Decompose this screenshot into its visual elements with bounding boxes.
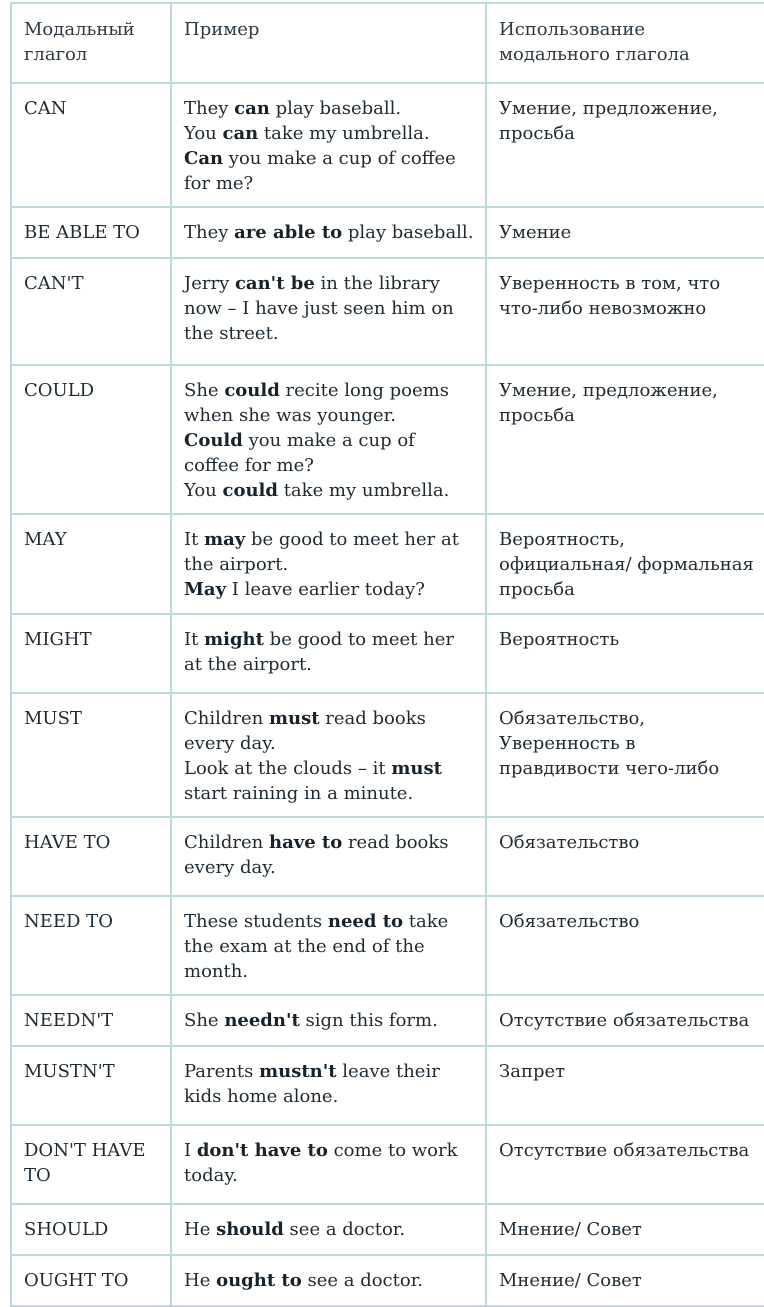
table-row [11, 896, 764, 995]
modal-verb-cell: DON'T HAVE TO [11, 1125, 171, 1204]
modal-verb-highlight: should [216, 1219, 284, 1240]
modal-verb-highlight: have to [268, 832, 343, 853]
table-row [11, 693, 764, 817]
example-text: He [184, 1270, 217, 1291]
example-text: They [184, 98, 235, 119]
header-row [11, 3, 764, 83]
example-text: Parents [184, 1061, 260, 1082]
modal-verb-highlight: don't have to [196, 1140, 328, 1161]
example-text: be good to meet her at the airport. [184, 529, 459, 575]
example-cell [171, 995, 486, 1046]
example-cell [171, 817, 486, 896]
example-text: see a doctor. [301, 1270, 424, 1291]
modal-verb-highlight: mustn't [259, 1061, 337, 1082]
example-sentence [184, 1138, 475, 1188]
modal-verb-cell: HAVE TO [11, 817, 171, 896]
example-sentence [184, 220, 475, 245]
modal-verb-highlight: Could [184, 430, 243, 451]
example-text: They [184, 222, 235, 243]
header-verb: Модальный глагол [11, 3, 171, 83]
table-row [11, 614, 764, 693]
usage-cell: Отсутствие обязательства [486, 1125, 764, 1204]
example-sentence [184, 577, 475, 602]
example-sentence [184, 756, 475, 806]
example-text: I leave earlier today? [226, 579, 425, 600]
usage-cell: Обязательство, Уверенность в правдивости чего-либо [486, 693, 764, 817]
modal-verb-cell: SHOULD [11, 1204, 171, 1255]
example-text: She [184, 380, 225, 401]
example-text: take the exam at the end of the month. [184, 911, 449, 982]
example-text: in the library now – I have just seen him on the street. [184, 273, 454, 344]
modal-verb-cell: MUSTN'T [11, 1046, 171, 1125]
example-cell [171, 1046, 486, 1125]
example-text: recite long poems when she was younger. [184, 380, 449, 426]
modal-verbs-table [10, 2, 764, 1307]
modal-verb-highlight: are able to [234, 222, 343, 243]
example-sentence [184, 378, 475, 428]
modal-verb-highlight: May [184, 579, 227, 600]
modal-verb-cell: COULD [11, 365, 171, 514]
modal-verb-highlight: must [391, 758, 442, 779]
modal-verb-highlight: could [222, 480, 278, 501]
modal-verb-cell: MIGHT [11, 614, 171, 693]
example-cell [171, 693, 486, 817]
example-sentence [184, 428, 475, 478]
modal-verb-highlight: may [204, 529, 246, 550]
usage-cell: Обязательство [486, 817, 764, 896]
modal-verb-highlight: needn't [224, 1010, 300, 1031]
example-sentence [184, 1268, 475, 1293]
usage-cell: Обязательство [486, 896, 764, 995]
usage-cell: Запрет [486, 1046, 764, 1125]
usage-cell: Уверенность в том, что что-либо невозможно [486, 258, 764, 365]
example-text: These students [184, 911, 328, 932]
modal-verb-cell: NEED TO [11, 896, 171, 995]
example-cell [171, 83, 486, 207]
example-sentence [184, 1059, 475, 1109]
example-sentence [184, 830, 475, 880]
table-row [11, 1204, 764, 1255]
example-cell [171, 258, 486, 365]
example-sentence [184, 627, 475, 677]
header-example: Пример [171, 3, 486, 83]
example-text: She [184, 1010, 225, 1031]
table-row [11, 207, 764, 258]
usage-cell: Умение [486, 207, 764, 258]
modal-verb-cell: MUST [11, 693, 171, 817]
modal-verb-cell: OUGHT TO [11, 1255, 171, 1306]
modal-verb-highlight: can't be [234, 273, 315, 294]
usage-cell: Отсутствие обязательства [486, 995, 764, 1046]
example-text: you make a cup of coffee for me? [184, 430, 415, 476]
example-text: see a doctor. [283, 1219, 406, 1240]
table-row [11, 365, 764, 514]
modal-verb-highlight: can [234, 98, 270, 119]
modal-verb-highlight: ought to [216, 1270, 302, 1291]
modal-verb-highlight: must [268, 708, 320, 729]
usage-cell: Умение, предложение, просьба [486, 365, 764, 514]
example-text: start raining in a minute. [184, 783, 414, 804]
example-text: Jerry [184, 273, 235, 294]
modal-verb-cell: NEEDN'T [11, 995, 171, 1046]
example-text: play baseball. [342, 222, 474, 243]
usage-cell: Мнение/ Совет [486, 1255, 764, 1306]
example-sentence [184, 706, 475, 756]
example-text: come to work today. [184, 1140, 458, 1186]
example-sentence [184, 478, 475, 503]
example-text: sign this form. [299, 1010, 438, 1031]
example-sentence [184, 527, 475, 577]
example-text: You [184, 480, 223, 501]
example-cell [171, 514, 486, 614]
modal-verb-highlight: might [204, 629, 264, 650]
table-row [11, 514, 764, 614]
example-text: play baseball. [269, 98, 402, 119]
table-row [11, 1125, 764, 1204]
modal-verb-cell: BE ABLE TO [11, 207, 171, 258]
usage-cell: Вероятность, официальная/ формальная просьба [486, 514, 764, 614]
example-text: I [184, 1140, 197, 1161]
usage-cell: Мнение/ Совет [486, 1204, 764, 1255]
table-row [11, 83, 764, 207]
example-sentence [184, 909, 475, 984]
example-sentence [184, 1008, 475, 1033]
modal-verb-cell: MAY [11, 514, 171, 614]
example-text: Children [184, 832, 269, 853]
example-cell [171, 614, 486, 693]
example-text: leave their kids home alone. [184, 1061, 440, 1107]
example-text: be good to meet her at the airport. [184, 629, 454, 675]
modal-verb-highlight: need to [327, 911, 404, 932]
example-text: You [184, 123, 223, 144]
table-row [11, 1255, 764, 1306]
table-row [11, 258, 764, 365]
modal-verb-highlight: can [222, 123, 259, 144]
example-sentence [184, 1217, 475, 1242]
example-sentence [184, 271, 475, 346]
example-text: Look at the clouds – it [184, 758, 392, 779]
modal-verb-cell: CAN'T [11, 258, 171, 365]
example-cell [171, 1255, 486, 1306]
table-row [11, 1046, 764, 1125]
example-text: It [184, 529, 205, 550]
table-row [11, 995, 764, 1046]
example-text: Children [184, 708, 269, 729]
usage-cell: Вероятность [486, 614, 764, 693]
example-sentence [184, 121, 475, 146]
example-text: take my umbrella. [258, 123, 430, 144]
table-body [11, 83, 764, 1306]
example-cell [171, 365, 486, 514]
example-text: you make a cup of coffee for me? [184, 148, 456, 194]
example-text: He [184, 1219, 217, 1240]
usage-cell: Умение, предложение, просьба [486, 83, 764, 207]
example-text: It [184, 629, 205, 650]
example-text: read books every day. [184, 708, 426, 754]
table-row [11, 817, 764, 896]
example-sentence [184, 146, 475, 196]
header-usage: Использование модального глагола [486, 3, 764, 83]
example-cell [171, 896, 486, 995]
example-cell [171, 207, 486, 258]
modal-verb-highlight: Can [184, 148, 224, 169]
modal-verb-cell: CAN [11, 83, 171, 207]
modal-verb-highlight: could [224, 380, 280, 401]
example-cell [171, 1204, 486, 1255]
modal-verbs-page [10, 2, 764, 1307]
example-cell [171, 1125, 486, 1204]
example-text: take my umbrella. [277, 480, 450, 501]
example-sentence [184, 96, 475, 121]
example-text: read books every day. [184, 832, 449, 878]
